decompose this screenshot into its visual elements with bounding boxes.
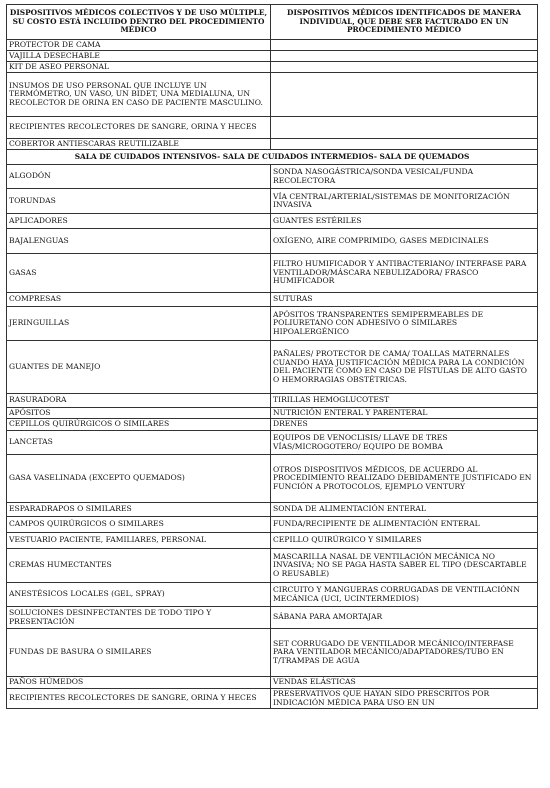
top-rows — [7, 40, 538, 150]
cell-collective-device: ESPARADRAPOS O SIMILARES — [7, 503, 271, 517]
cell-individual-device: SONDA NASOGÁSTRICA/SONDA VESICAL/FUNDA RECOLECTORA — [271, 165, 538, 189]
cell-individual-device — [271, 73, 538, 117]
cell-individual-device: NUTRICIÓN ENTERAL Y PARENTERAL — [271, 408, 538, 419]
cell-individual-device: TIRILLAS HEMOGLUCOTEST — [271, 394, 538, 408]
cell-individual-device: CEPILLO QUIRÚRGICO Y SIMILARES — [271, 533, 538, 549]
table-row — [7, 229, 538, 254]
table-row — [7, 62, 538, 73]
cell-collective-device: FUNDAS DE BASURA O SIMILARES — [7, 629, 271, 677]
cell-individual-device — [271, 117, 538, 139]
section-row — [7, 150, 538, 165]
cell-collective-device: KIT DE ASEO PERSONAL — [7, 62, 271, 73]
cell-collective-device: CEPILLOS QUIRÚRGICOS O SIMILARES — [7, 419, 271, 431]
cell-individual-device — [271, 51, 538, 62]
cell-collective-device: ALGODÓN — [7, 165, 271, 189]
cell-individual-device: SET CORRUGADO DE VENTILADOR MECÁNICO/INTERFASE PARA VENTILADOR MECÁNICO/ADAPTADORES/TUBO EN T/TRAMPAS DE AGUA — [271, 629, 538, 677]
cell-collective-device: CAMPOS QUIRÚRGICOS O SIMILARES — [7, 517, 271, 533]
cell-individual-device — [271, 62, 538, 73]
cell-individual-device: SUTURAS — [271, 293, 538, 307]
cell-collective-device: VAJILLA DESECHABLE — [7, 51, 271, 62]
table-row — [7, 341, 538, 394]
table-row — [7, 677, 538, 689]
table-row — [7, 73, 538, 117]
table-row — [7, 165, 538, 189]
table-row — [7, 51, 538, 62]
cell-collective-device: RECIPIENTES RECOLECTORES DE SANGRE, ORINA Y HECES — [7, 117, 271, 139]
cell-individual-device: DRENES — [271, 419, 538, 431]
table-row — [7, 307, 538, 341]
cell-collective-device: COMPRESAS — [7, 293, 271, 307]
table-row — [7, 607, 538, 629]
table-row — [7, 419, 538, 431]
table-row — [7, 214, 538, 229]
table-row — [7, 254, 538, 293]
cell-individual-device: APÓSITOS TRANSPARENTES SEMIPERMEABLES DE POLIURETANO CON ADHESIVO O SIMILARES HIPOALERGÉNICO — [271, 307, 538, 341]
table-row — [7, 549, 538, 583]
cell-collective-device: GASA VASELINADA (EXCEPTO QUEMADOS) — [7, 455, 271, 503]
table-row — [7, 503, 538, 517]
cell-collective-device: GASAS — [7, 254, 271, 293]
table-row — [7, 629, 538, 677]
cell-collective-device: ANESTÉSICOS LOCALES (GEL, SPRAY) — [7, 583, 271, 607]
table-row — [7, 394, 538, 408]
table-row — [7, 408, 538, 419]
cell-individual-device: CIRCUITO Y MANGUERAS CORRUGADAS DE VENTILACIÓNN MECÁNICA (UCI, UCINTERMEDIOS) — [271, 583, 538, 607]
cell-individual-device: OXÍGENO, AIRE COMPRIMIDO, GASES MEDICINALES — [271, 229, 538, 254]
table-row — [7, 517, 538, 533]
cell-collective-device: LANCETAS — [7, 431, 271, 455]
table-row — [7, 583, 538, 607]
cell-collective-device: TORUNDAS — [7, 189, 271, 214]
cell-collective-device: APLICADORES — [7, 214, 271, 229]
table-header-row — [7, 5, 538, 40]
table-row — [7, 293, 538, 307]
cell-individual-device — [271, 139, 538, 150]
cell-individual-device: EQUIPOS DE VENOCLISIS/ LLAVE DE TRES VÍAS/MICROGOTERO/ EQUIPO DE BOMBA — [271, 431, 538, 455]
cell-collective-device: RECIPIENTES RECOLECTORES DE SANGRE, ORINA Y HECES — [7, 689, 271, 709]
cell-individual-device: OTROS DISPOSITIVOS MÉDICOS, DE ACUERDO AL PROCEDIMIENTO REALIZADO DEBIDAMENTE JUSTIFICADO EN FUNCIÓN A PROTOCOLOS, EJEMPLO VENTURY — [271, 455, 538, 503]
cell-individual-device: GUANTES ESTÉRILES — [271, 214, 538, 229]
table-row — [7, 431, 538, 455]
table-row — [7, 139, 538, 150]
cell-individual-device: SÁBANA PARA AMORTAJAR — [271, 607, 538, 629]
cell-individual-device: VENDAS ELÁSTICAS — [271, 677, 538, 689]
cell-collective-device: INSUMOS DE USO PERSONAL QUE INCLUYE UN TERMÓMETRO, UN VASO, UN BIDET, UNA MEDIALUNA, UN RECOLECTOR DE ORINA EN CASO DE PACIENTE MASCULINO. — [7, 73, 271, 117]
cell-collective-device: APÓSITOS — [7, 408, 271, 419]
cell-collective-device: CREMAS HUMECTANTES — [7, 549, 271, 583]
cell-collective-device: JERINGUILLAS — [7, 307, 271, 341]
table-row — [7, 533, 538, 549]
cell-collective-device: PROTECTOR DE CAMA — [7, 40, 271, 51]
cell-individual-device: PRESERVATIVOS QUE HAYAN SIDO PRESCRITOS POR INDICACIÓN MÉDICA PARA USO EN UN — [271, 689, 538, 709]
cell-individual-device: FUNDA/RECIPIENTE DE ALIMENTACIÓN ENTERAL — [271, 517, 538, 533]
table-row — [7, 189, 538, 214]
cell-individual-device: SONDA DE ALIMENTACIÓN ENTERAL — [271, 503, 538, 517]
cell-collective-device: GUANTES DE MANEJO — [7, 341, 271, 394]
cell-individual-device: VÍA CENTRAL/ARTERIAL/SISTEMAS DE MONITORIZACIÓN INVASIVA — [271, 189, 538, 214]
section-title: SALA DE CUIDADOS INTENSIVOS- SALA DE CUIDADOS INTERMEDIOS- SALA DE QUEMADOS — [7, 150, 538, 165]
table-row — [7, 689, 538, 709]
cell-individual-device — [271, 40, 538, 51]
header-col-individual: DISPOSITIVOS MÉDICOS IDENTIFICADOS DE MANERA INDIVIDUAL, QUE DEBE SER FACTURADO EN UN PROCEDIMIENTO MÉDICO — [271, 5, 538, 40]
cell-collective-device: PAÑOS HÚMEDOS — [7, 677, 271, 689]
cell-collective-device: VESTUARIO PACIENTE, FAMILIARES, PERSONAL — [7, 533, 271, 549]
cell-individual-device: MASCARILLA NASAL DE VENTILACIÓN MECÁNICA NO INVASIVA; NO SE PAGA HASTA SABER EL TIPO (DESCARTABLE O REUSABLE) — [271, 549, 538, 583]
cell-collective-device: BAJALENGUAS — [7, 229, 271, 254]
cell-individual-device: FILTRO HUMIFICADOR Y ANTIBACTERIANO/ INTERFASE PARA VENTILADOR/MÁSCARA NEBULIZADORA/ FRASCO HUMIFICADOR — [271, 254, 538, 293]
cell-collective-device: SOLUCIONES DESINFECTANTES DE TODO TIPO Y PRESENTACIÓN — [7, 607, 271, 629]
devices-table — [6, 4, 538, 709]
cell-individual-device: PAÑALES/ PROTECTOR DE CAMA/ TOALLAS MATERNALES CUANDO HAYA JUSTIFICACIÓN MÉDICA PARA LA CONDICIÓN DEL PACIENTE COMO EN CASO DE FÍSTULAS DE ALTO GASTO O HEMORRAGIAS OBSTÉTRICAS. — [271, 341, 538, 394]
header-col-collective: DISPOSITIVOS MÉDICOS COLECTIVOS Y DE USO MÚLTIPLE, SU COSTO ESTÁ INCLUIDO DENTRO DEL PROCEDIMIENTO MÉDICO — [7, 5, 271, 40]
table-row — [7, 455, 538, 503]
table-row — [7, 40, 538, 51]
section-rows — [7, 165, 538, 709]
table-row — [7, 117, 538, 139]
cell-collective-device: COBERTOR ANTIESCARAS REUTILIZABLE — [7, 139, 271, 150]
cell-collective-device: RASURADORA — [7, 394, 271, 408]
